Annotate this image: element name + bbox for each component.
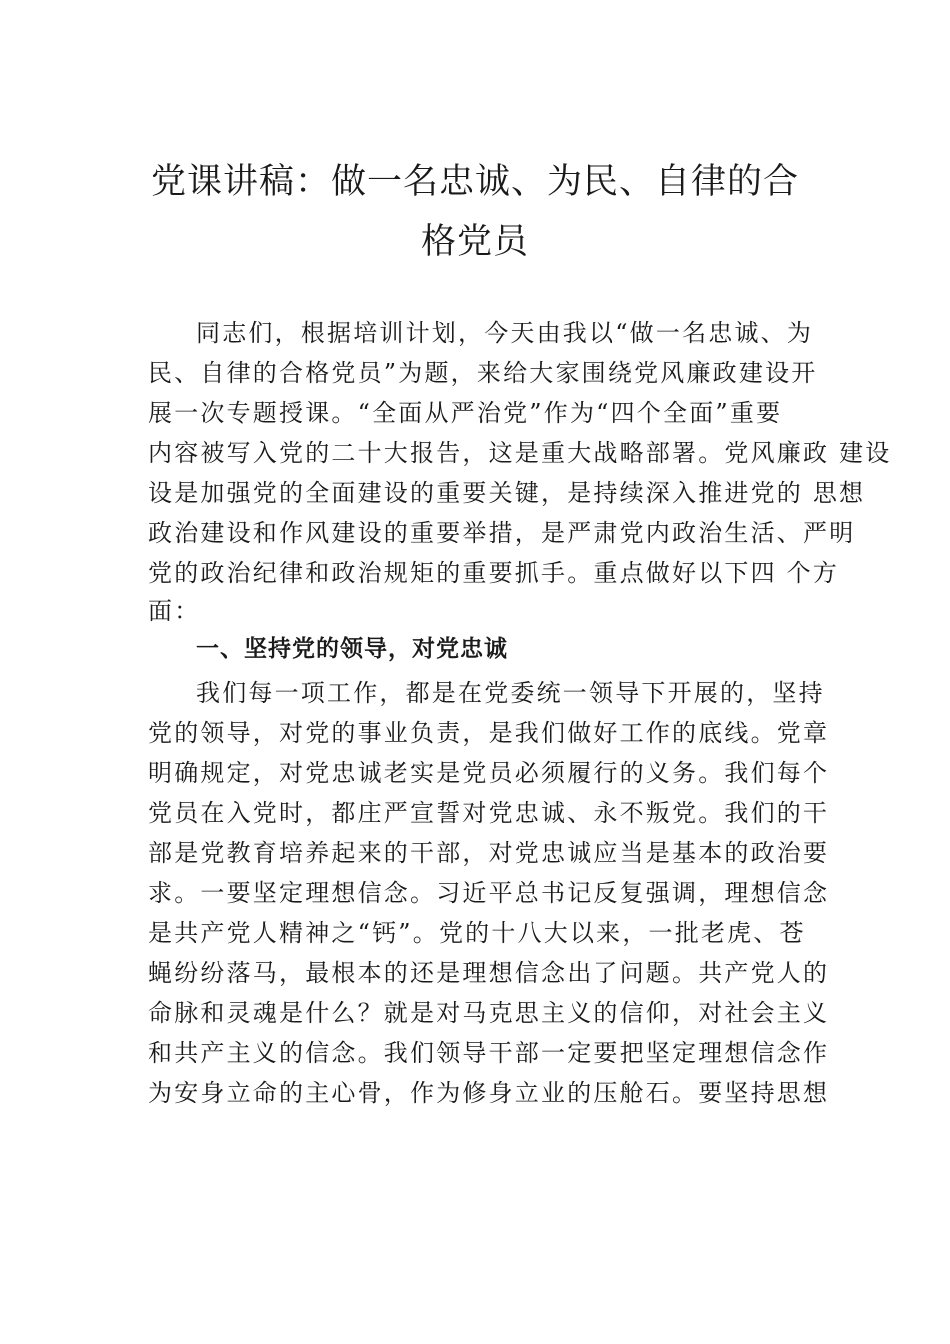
document-title-line-2: 格党员 xyxy=(420,222,529,262)
intro-paragraph-line: 党的政治纪律和政治规矩的重要抓手。重点做好以下四 个方 xyxy=(148,559,840,587)
intro-paragraph-line: 内容被写入党的二十大报告，这是重大战略部署。党风廉政 建设 xyxy=(148,439,892,467)
section-paragraph-line: 是共产党人精神之“钙”。党的十八大以来，一批老虎、苍 xyxy=(148,919,806,947)
intro-paragraph-line: 政治建设和作风建设的重要举措，是严肃党内政治生活、严明 xyxy=(148,519,856,547)
section-paragraph-line: 我们每一项工作，都是在党委统一领导下开展的，坚持 xyxy=(196,679,825,707)
document-title-line-1: 党课讲稿：做一名忠诚、为民、自律的合 xyxy=(150,162,799,202)
section-paragraph-line: 和共产主义的信念。我们领导干部一定要把坚定理想信念作 xyxy=(148,1039,830,1067)
section-paragraph-line: 明确规定，对党忠诚老实是党员必须履行的义务。我们每个 xyxy=(148,759,830,787)
intro-paragraph-line: 展一次专题授课。“全面从严治党”作为“四个全面”重要 xyxy=(148,399,783,427)
section-paragraph-line: 命脉和灵魂是什么？就是对马克思主义的信仰，对社会主义 xyxy=(148,999,830,1027)
section-paragraph-line: 党的领导，对党的事业负责，是我们做好工作的底线。党章 xyxy=(148,719,830,747)
section-paragraph-line: 为安身立命的主心骨，作为修身立业的压舱石。要坚持思想 xyxy=(148,1079,830,1107)
intro-paragraph-line: 面： xyxy=(148,597,201,625)
intro-paragraph-line: 民、自律的合格党员”为题，来给大家围绕党风廉政建设开 xyxy=(148,359,818,387)
section-paragraph-line: 党员在入党时，都庄严宣誓对党忠诚、永不叛党。我们的干 xyxy=(148,799,830,827)
section-paragraph-line: 部是党教育培养起来的干部，对党忠诚应当是基本的政治要 xyxy=(148,839,830,867)
section-heading: 一、坚持党的领导，对党忠诚 xyxy=(196,636,508,662)
section-paragraph-line: 蝇纷纷落马，最根本的还是理想信念出了问题。共产党人的 xyxy=(148,959,830,987)
intro-paragraph-line: 同志们，根据培训计划，今天由我以“做一名忠诚、为 xyxy=(196,319,814,347)
section-paragraph-line: 求。一要坚定理想信念。习近平总书记反复强调，理想信念 xyxy=(148,879,830,907)
intro-paragraph-line: 设是加强党的全面建设的重要关键，是持续深入推进党的 思想 xyxy=(148,479,866,507)
